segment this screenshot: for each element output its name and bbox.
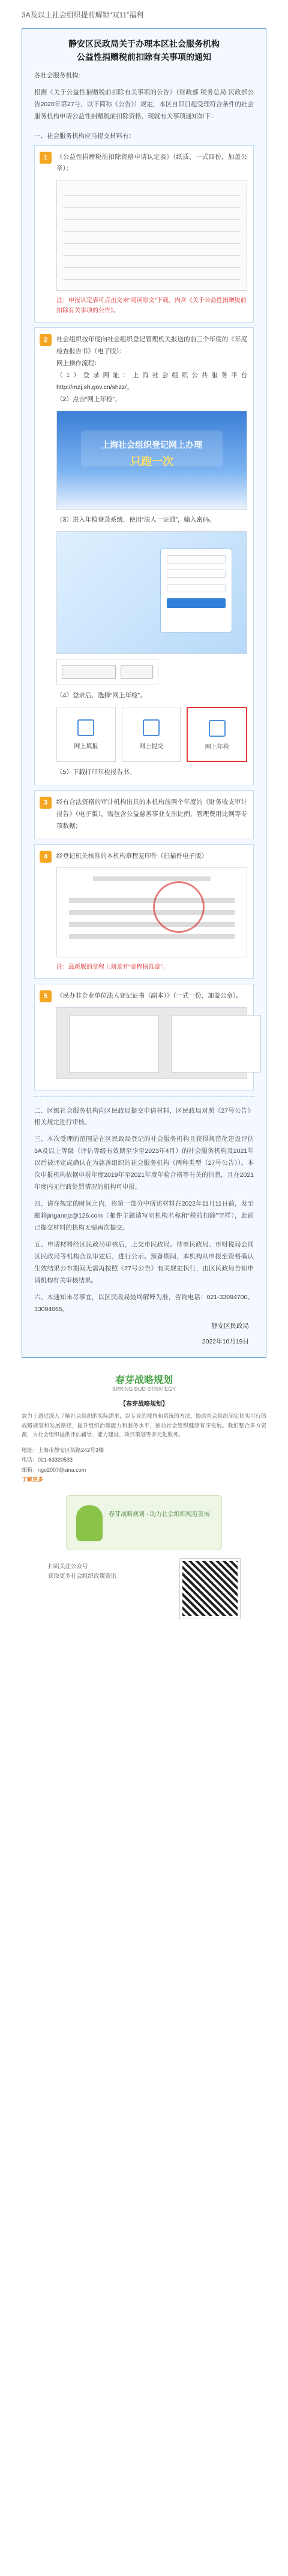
section-1-heading: 一、社会服务机构应当提交材料有： [34, 132, 135, 140]
document-icon [143, 719, 160, 736]
qr-code-icon[interactable] [180, 1559, 240, 1619]
notice-title-line2: 公益性捐赠税前扣除有关事项的通知 [77, 52, 211, 62]
charter-scan-image [56, 867, 247, 957]
salutation: 各社会服务机构： [34, 71, 85, 79]
qr-caption-line1: 扫码关注公众号 [48, 1563, 88, 1570]
contact-phone[interactable]: 电话：021-63320533 [22, 1457, 73, 1463]
document-icon [209, 720, 226, 737]
notice-article [22, 28, 266, 1358]
document-icon [77, 719, 94, 736]
section-6: 六、本通知未尽事宜，以区民政局最终解释为准，咨询电话：021-33094700、33094065。 [34, 1293, 254, 1313]
mascot-text: 春芽战略规划 · 助力社会组织规范发展 [109, 1511, 210, 1518]
section-3: 三、本次受理的范围是在区民政局登记的社会服务机构且获得规范化建设评估3A及以上等级（评估等级有效期至少至2023年4月）的社会服务机构及2021年以后被评定或确认在为慈善组织的社会服务机构（两种类型（27号公告））。本次申报机构依据申报年度2019年至2021年度年检合格等有关的信息，且在2021年度内无行政处罚情况的机构可申报。 [34, 1135, 254, 1191]
step-sub: （1）登录网址：上海社会组织公共服务平台http://mzj.sh.gov.cn/shzz/。 [56, 372, 247, 391]
tile-online-submit[interactable]: 网上提交 [122, 707, 181, 762]
step-number: 2 [40, 334, 52, 346]
application-form-image [56, 180, 247, 291]
portal-banner [81, 430, 223, 466]
step-4 [34, 844, 254, 979]
step-text: 社会组织按年度向社会组织登记管理机关报送的前三个年度的《年度检查报告书》（电子版）： [56, 336, 247, 355]
contact-email[interactable]: 邮箱：ngo2007@sina.com [22, 1466, 86, 1473]
step-sub: （3）进入年检登录系统，使用“法人一证通”，输入密码。 [56, 516, 215, 524]
qr-caption-line2: 获取更多社会组织政策资讯 [48, 1573, 117, 1580]
step-sub: （4）登录后，选择“网上年检”。 [56, 691, 146, 699]
step-2 [34, 327, 254, 785]
captcha-screenshot [56, 659, 158, 685]
intro-paragraph: 根据《关于公益性捐赠税前扣除有关事项的公告》（财政部 税务总局 民政部公告2020年第27号，以下简称《公告》）规定，本区自即日起受理符合条件的社会服务机构申请公益性捐赠税前扣除资格，现就有关事项通知如下： [34, 88, 254, 120]
step-sub: （5）下载打印年检报告书。 [56, 768, 136, 776]
section-5: 五、申请材料经区民政局审核后，上交市民政局。待市民政局、市财税局会同区民政局等机构合议审定后，进行公示。预备期间，本机构从申报至资格确认生效结果公布期间无需再按照《27号公告》有关规定执行，由区民政局告知申请机构有关审核结果。 [34, 1240, 254, 1284]
about-title: 【春芽战略规划】 [120, 1401, 168, 1408]
annual-check-tiles [56, 707, 247, 762]
step-sub: （2）点击“网上年检”。 [56, 396, 121, 403]
step-text: 经有合法资格的审计机构出具的本机构前两个年度的《财务收支审计报告》（电子版），需包含公益慈善事业支出比例、管理费用比例等专项数据； [56, 798, 247, 830]
contact-address: 地址：上海市静安区某路242号3楼 [22, 1447, 104, 1454]
step-number: 1 [40, 152, 52, 164]
mascot-icon [76, 1505, 103, 1541]
page-heading: 3A及以上社会组织提前解锁“双11”福利 [22, 11, 144, 19]
signature-org: 静安区民政局 [211, 1322, 249, 1330]
brand-logo-main: 春芽战略规划 [115, 1375, 173, 1386]
portal-screenshot [56, 411, 247, 510]
notice-title [22, 29, 266, 68]
brand-logo-sub: SPRING BUD STRATEGY [112, 1386, 176, 1393]
step-number: 3 [40, 797, 52, 809]
step-sub: 网上操作流程： [56, 360, 101, 367]
qr-section [48, 1559, 240, 1626]
qr-caption [48, 1562, 168, 1581]
seal-stamp-icon [153, 881, 205, 933]
follow-link[interactable]: 了解更多 [22, 1476, 44, 1483]
section-4: 四、请在规定的时间之内，将第一部分中所述材料在2022年11月11日前，发至邮箱jingannjz@126.com（邮件主题请写明机构名称和“税前扣除”字样），此前已提交材料的机构无需再次提交。 [34, 1200, 254, 1231]
step-3 [34, 790, 254, 839]
step-note: 注：申报认定表可点击文末“阅读原文”下载，内含《关于公益性捐赠税前扣除有关事项的公告》。 [56, 297, 247, 315]
signature-date: 2022年10月19日 [202, 1338, 249, 1346]
step-number: 4 [40, 851, 52, 863]
portal-banner-line2: 只跑一次 [130, 456, 173, 468]
step-text: 《公益性捐赠税前扣除资格申请认定表》（纸质，一式四份，加盖公章）； [56, 153, 247, 173]
stamp-caption [93, 876, 211, 881]
step-text: 《民办非企业单位法人登记证书（副本）》（一式一份，加盖公章）。 [56, 992, 242, 999]
mascot-banner [66, 1495, 222, 1550]
section-2: 二、区级社会服务机构向区民政局提交申请材料，区民政局对照《27号公告》相关规定进行审核。 [34, 1107, 254, 1126]
step-text: 经登记机关核准的本机构章程复印件（扫描件电子版） [56, 852, 208, 860]
certificate-image [56, 1007, 247, 1079]
contact-block [22, 1445, 266, 1484]
step-1 [34, 145, 254, 323]
brand-logo [102, 1372, 186, 1392]
notice-title-line1: 静安区民政局关于办理本区社会服务机构 [68, 39, 220, 49]
about-section [22, 1399, 266, 1439]
step-note: 注：最新版的章程上须盖有“章程核准章”。 [56, 963, 169, 971]
divider [34, 1096, 254, 1097]
step-5 [34, 984, 254, 1090]
login-box [160, 549, 232, 632]
tile-online-annual-check[interactable]: 网上年检 [187, 707, 247, 762]
about-text: 致力于通过深入了解社会组织的实际需求，以专业的视角和系统的方法，协助社会组织制定切实可行的战略规划和发展路径，提升组织治理能力和服务水平，推动社会组织健康有序发展。我们整合多方资源，为社会组织提供评估辅导、能力建设、项目策划等多元化服务。 [22, 1413, 266, 1438]
portal-banner-line1: 上海社会组织登记网上办理 [101, 440, 202, 450]
login-screenshot [56, 531, 247, 654]
step-number: 5 [40, 990, 52, 1002]
tile-online-fill[interactable]: 网上填报 [56, 707, 116, 762]
